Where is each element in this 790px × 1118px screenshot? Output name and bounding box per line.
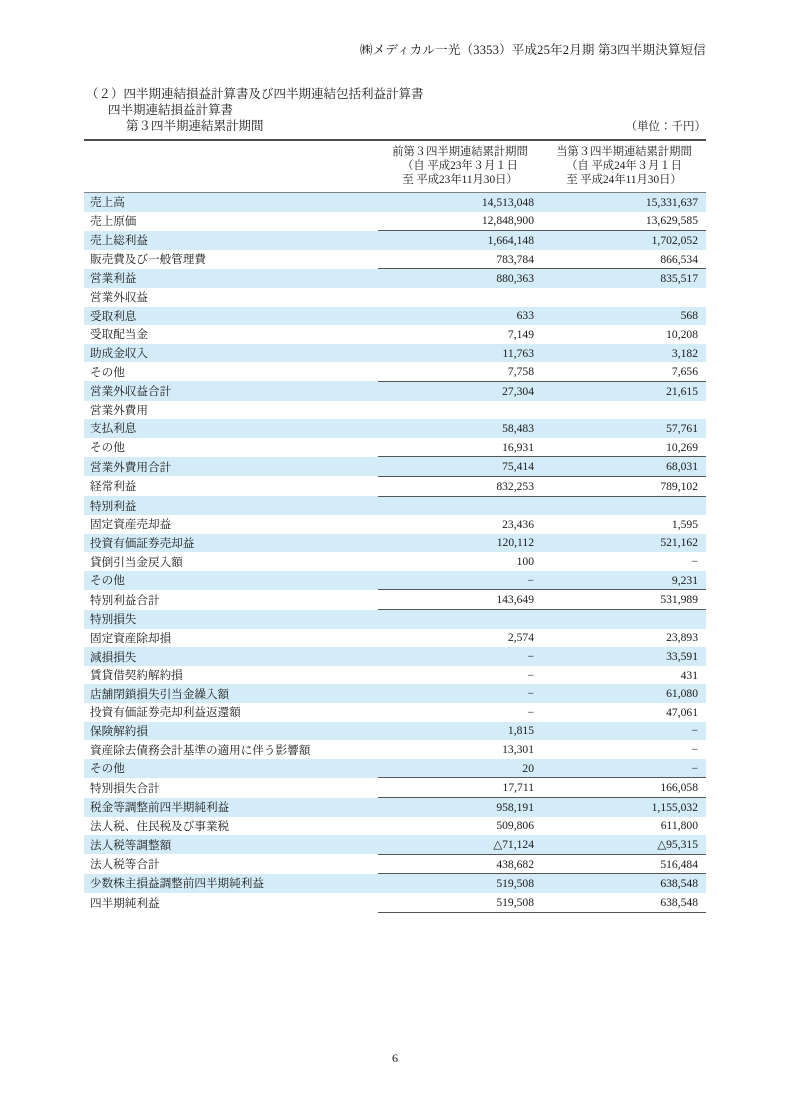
row-label: 特別損失合計 [90,781,160,795]
cell-previous-period: 783,784 [496,252,534,266]
cell-current-period: 57,761 [542,419,706,438]
table-row [84,571,706,590]
table-row [84,854,706,874]
cell-previous-period: 100 [516,555,534,569]
cell-previous-period: 75,414 [378,457,542,477]
table-row [84,344,706,363]
row-label: 投資有価証券売却利益返還額 [90,706,241,720]
cell-previous-period: 23,436 [502,517,534,531]
cell-current-period: 33,591 [542,647,706,666]
row-label: 固定資産除却損 [90,631,172,645]
table-row [84,307,706,326]
row-label: 助成金収入 [84,344,378,363]
cell-previous-period: 13,301 [502,743,534,757]
cell-previous-period: 7,758 [507,365,534,379]
cell-current-period: 10,208 [666,327,698,341]
row-label: 店舗閉鎖損失引当金繰入額 [84,684,378,703]
cell-current-period: 789,102 [542,476,706,496]
heading-level-2: 四半期連結損益計算書 [108,103,234,117]
cell-current-period [542,496,706,515]
table-row [84,476,706,496]
row-label: 売上総利益 [84,231,378,250]
row-label: 特別利益 [84,496,378,515]
row-label: 受取配当金 [90,328,148,342]
cell-current-period: 61,080 [542,684,706,703]
cell-previous-period: 509,806 [496,819,534,833]
cell-current-period: 23,893 [666,631,698,645]
cell-current-period: 7,656 [671,365,698,379]
table-row [84,703,706,722]
row-label: 保険解約損 [84,722,378,741]
cell-current-period: 10,269 [666,440,698,454]
cell-previous-period: − [378,647,542,666]
table-row [84,231,706,250]
table-row [84,590,706,610]
previous-period-line-2: （自 平成23年３月１日 [402,160,518,172]
row-label: 営業利益 [84,269,378,288]
heading-level-1: （２）四半期連結損益計算書及び四半期連結包括利益計算書 [86,87,424,101]
row-label: 法人税等合計 [90,858,160,872]
table-row [84,401,706,420]
row-label: その他 [84,759,378,778]
row-label: 資産除去債務会計基準の適用に伴う影響額 [90,743,311,757]
table-body [84,193,706,913]
table-row [84,666,706,685]
table-row [84,288,706,307]
table-row [84,647,706,666]
cell-current-period: 166,058 [542,778,706,798]
cell-previous-period [378,496,542,515]
cell-previous-period: − [527,705,534,719]
table-row [84,193,706,212]
cell-previous-period: − [378,571,542,590]
cell-current-period: 68,031 [542,457,706,477]
table-row [84,684,706,703]
cell-current-period: 13,629,585 [645,214,698,228]
row-label: 営業外費用 [90,403,148,417]
cell-current-period: 1,595 [671,517,698,531]
cell-current-period: 1,155,032 [542,798,706,817]
row-label: 販売費及び一般管理費 [90,253,206,267]
table-row [84,419,706,438]
table-row [84,534,706,553]
table-row [84,362,706,381]
table-row [84,835,706,854]
cell-previous-period: − [527,668,534,682]
row-label: その他 [90,365,125,379]
cell-current-period [542,288,706,307]
row-label: 売上原価 [90,215,137,229]
cell-previous-period: 519,508 [378,874,542,893]
cell-current-period: △95,315 [542,835,706,854]
previous-period-line-3: 至 平成23年11月30日） [402,174,518,186]
table-row [84,722,706,741]
cell-previous-period: 832,253 [378,476,542,496]
table-row [84,759,706,778]
current-period-line-3: 至 平成24年11月30日） [566,174,682,186]
row-label: 営業外収益 [90,291,148,305]
row-label: 少数株主損益調整前四半期純利益 [84,874,378,893]
heading-level-3: 第３四半期連結累計期間 [126,119,264,133]
row-label: 固定資産売却益 [90,518,172,532]
table-row [84,778,706,798]
row-label: 税金等調整前四半期純利益 [84,798,378,817]
row-label: 貸倒引当金戻入額 [90,555,183,569]
row-label: 減損損失 [84,647,378,666]
table-row [84,629,706,648]
cell-current-period: 431 [680,668,698,682]
row-label: 支払利息 [84,419,378,438]
cell-current-period: 521,162 [542,534,706,553]
row-label: 営業外収益合計 [84,381,378,400]
row-label: 経常利益 [90,480,137,494]
previous-period-line-1: 前第３四半期連結累計期間 [392,146,528,158]
cell-previous-period: 1,815 [378,722,542,741]
cell-previous-period: 16,931 [502,440,534,454]
row-label: 受取利息 [84,307,378,326]
running-header: ㈱メディカル一光（3353）平成25年2月期 第3四半期決算短信 [359,43,706,57]
table-row [84,212,706,231]
cell-previous-period: 438,682 [378,854,542,874]
cell-previous-period: 7,149 [507,327,534,341]
row-label: 営業外費用合計 [84,457,378,477]
row-label: 投資有価証券売却益 [84,534,378,553]
cell-current-period: − [542,722,706,741]
cell-previous-period: 58,483 [378,419,542,438]
cell-current-period: 531,989 [542,590,706,610]
table-row [84,325,706,344]
cell-current-period: − [542,759,706,778]
cell-current-period: − [691,743,698,757]
cell-previous-period: − [378,684,542,703]
cell-current-period: 47,061 [666,705,698,719]
row-label: その他 [90,441,125,455]
row-label: 法人税等調整額 [84,835,378,854]
cell-previous-period [378,610,542,629]
cell-current-period: 21,615 [542,381,706,400]
cell-current-period: 3,182 [542,344,706,363]
cell-current-period: 638,548 [542,893,706,912]
cell-previous-period: 1,664,148 [378,231,542,250]
cell-previous-period: △71,124 [378,835,542,854]
table-row [84,457,706,477]
table-row [84,740,706,759]
row-label: 特別損失 [84,610,378,629]
table-row [84,893,706,912]
column-header-previous-period [378,140,542,192]
cell-current-period: 638,548 [542,874,706,893]
table-row [84,552,706,571]
cell-previous-period [378,401,542,420]
cell-previous-period: 633 [378,307,542,326]
page-number: 6 [392,1051,398,1065]
cell-previous-period: 958,191 [378,798,542,817]
cell-current-period: 9,231 [542,571,706,590]
table-header-row [84,140,706,192]
cell-current-period: 1,702,052 [542,231,706,250]
table-row [84,438,706,457]
table-row [84,381,706,400]
cell-previous-period: 27,304 [378,381,542,400]
income-statement-table [84,139,706,913]
row-label: 賃貸借契約解約損 [90,669,183,683]
current-period-line-2: （自 平成24年３月１日 [566,160,682,172]
table-row [84,496,706,515]
cell-previous-period: 519,508 [378,893,542,912]
cell-current-period: − [691,555,698,569]
column-header-current-period [542,140,706,192]
cell-previous-period: 880,363 [378,269,542,288]
cell-previous-period: 11,763 [378,344,542,363]
table-row [84,269,706,288]
cell-previous-period: 17,711 [378,778,542,798]
column-header-label [84,140,378,192]
cell-previous-period: 120,112 [378,534,542,553]
table-row [84,874,706,893]
cell-current-period [542,401,706,420]
cell-current-period: 866,534 [660,252,698,266]
row-label: 四半期純利益 [90,896,160,910]
cell-current-period: 15,331,637 [542,193,706,212]
table-row [84,515,706,534]
table-row [84,817,706,836]
cell-current-period: 835,517 [542,269,706,288]
cell-previous-period [378,288,542,307]
table-row [84,798,706,817]
section-headings [86,86,424,134]
unit-note: （単位：千円） [625,121,706,133]
cell-current-period: 611,800 [660,819,698,833]
cell-previous-period: 20 [378,759,542,778]
table-header [84,140,706,193]
row-label: その他 [84,571,378,590]
cell-current-period [542,610,706,629]
table-row [84,610,706,629]
row-label: 特別利益合計 [90,593,160,607]
current-period-line-1: 当第３四半期連結累計期間 [556,146,692,158]
cell-current-period: 516,484 [542,854,706,874]
row-label: 法人税、住民税及び事業税 [90,819,230,833]
cell-previous-period: 14,513,048 [378,193,542,212]
cell-previous-period: 12,848,900 [481,214,534,228]
table-row [84,250,706,269]
cell-previous-period: 2,574 [507,631,534,645]
cell-previous-period: 143,649 [378,590,542,610]
cell-current-period: 568 [542,307,706,326]
row-label: 売上高 [84,193,378,212]
